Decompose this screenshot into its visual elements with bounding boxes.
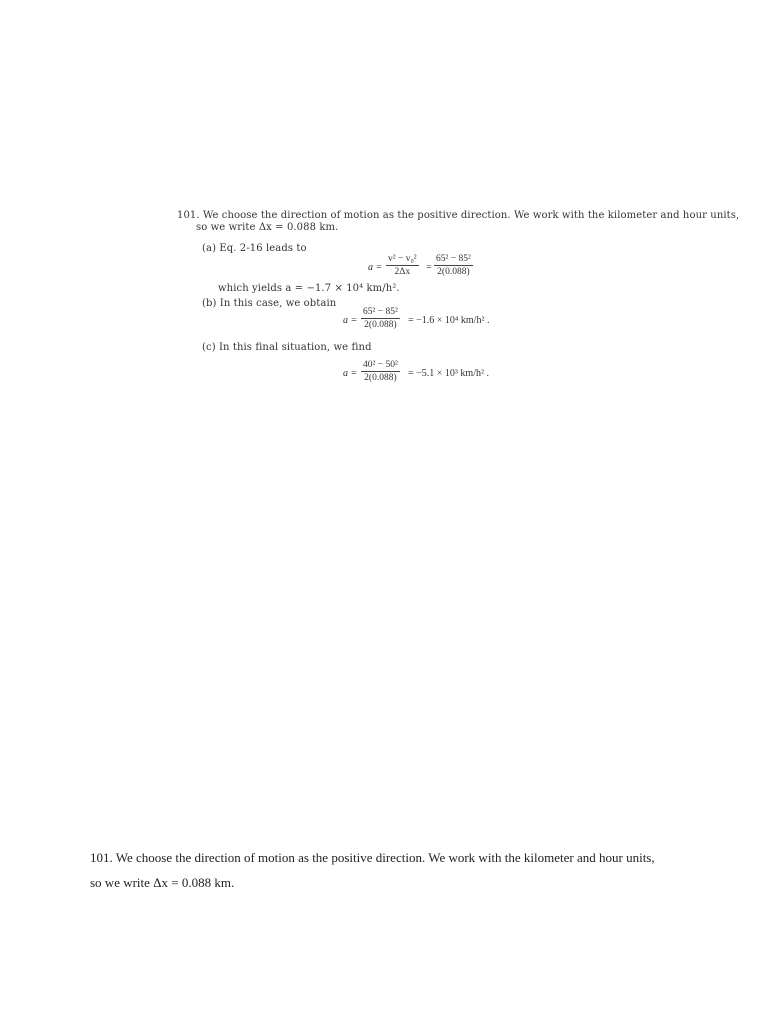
- part-c-fraction: [361, 360, 400, 383]
- part-b-label: (b) In this case, we obtain: [202, 298, 337, 309]
- part-a-fraction-1: [386, 254, 419, 277]
- part-b-fraction: [361, 307, 400, 330]
- part-c-lhs: a =: [343, 368, 358, 379]
- part-c-denominator: 2(0.088): [364, 373, 397, 383]
- part-a-frac1-numerator: v² − v₀²: [388, 254, 417, 264]
- part-b-result: = −1.6 × 10⁴ km/h² .: [408, 315, 490, 326]
- part-c-result: = −5.1 × 10³ km/h² .: [408, 368, 489, 379]
- part-a-frac2-denominator: 2(0.088): [437, 267, 470, 277]
- part-a-label: (a) Eq. 2-16 leads to: [202, 243, 307, 254]
- text-layer-line-2: so we write Δx = 0.088 km.: [90, 875, 235, 890]
- part-b-lhs: a =: [343, 315, 358, 326]
- part-a-frac1-denominator: 2Δx: [394, 267, 411, 277]
- part-c-numerator: 40² − 50²: [363, 360, 398, 370]
- part-a-result: which yields a = −1.7 × 10⁴ km/h².: [218, 283, 400, 294]
- part-c-label: (c) In this final situation, we find: [202, 342, 372, 353]
- part-a-lhs: a =: [368, 262, 383, 273]
- text-layer-line-1: 101. We choose the direction of motion as the positive direction. We work with the kilometer and hour units,: [90, 850, 655, 865]
- problem-header-line2: so we write Δx = 0.088 km.: [196, 222, 339, 233]
- part-b-denominator: 2(0.088): [364, 320, 397, 330]
- part-b-numerator: 65² − 85²: [363, 307, 398, 317]
- problem-header: 101. We choose the direction of motion as the positive direction. We work with the kilometer and hour units,: [177, 210, 740, 221]
- part-a-fraction-2: [434, 254, 473, 277]
- part-a-frac2-numerator: 65² − 85²: [436, 254, 471, 264]
- part-a-equals: =: [426, 262, 432, 273]
